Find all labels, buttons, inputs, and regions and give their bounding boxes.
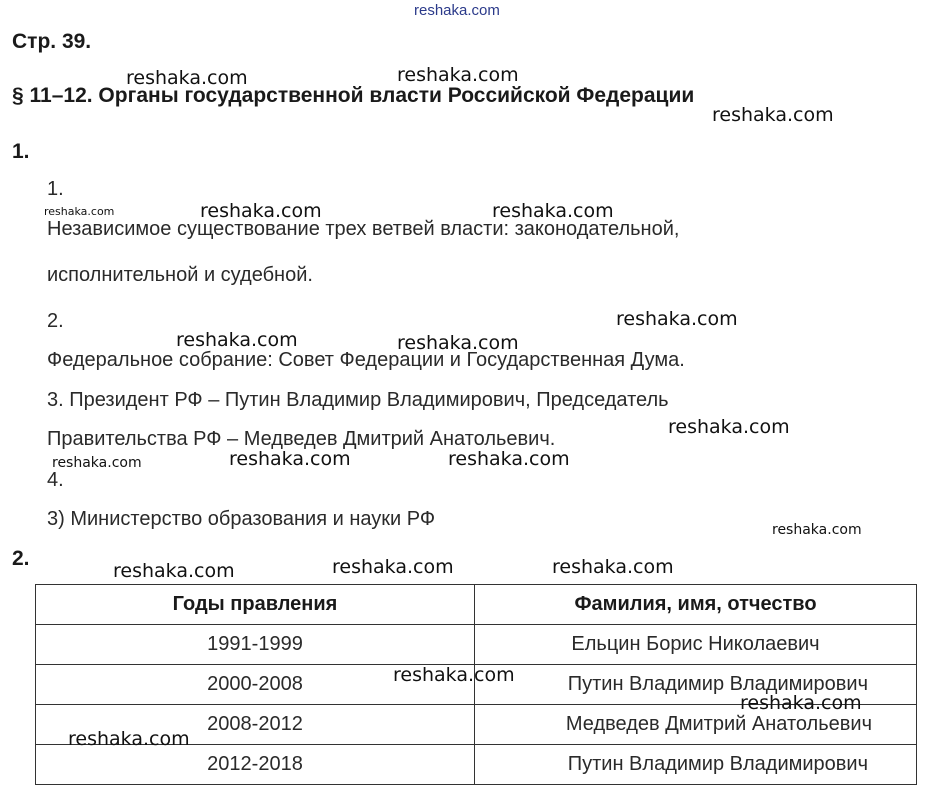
watermark: reshaka.com	[200, 200, 322, 222]
cell-name: Медведев Дмитрий Анатольевич	[475, 705, 917, 745]
watermark: reshaka.com	[712, 104, 834, 126]
cell-years: 2000-2008	[36, 665, 475, 705]
watermark: reshaka.com	[740, 692, 862, 714]
header-years: Годы правления	[36, 585, 475, 625]
watermark: reshaka.com	[616, 308, 738, 330]
task-2-number: 2.	[12, 547, 30, 570]
watermark: reshaka.com	[113, 560, 235, 582]
watermark: reshaka.com	[772, 522, 862, 538]
watermark: reshaka.com	[44, 205, 115, 218]
cell-years: 1991-1999	[36, 625, 475, 665]
cell-name: Путин Владимир Владимирович	[475, 665, 917, 705]
section-title: § 11–12. Органы государственной власти Российской Федерации	[12, 84, 695, 107]
top-watermark: reshaka.com	[414, 2, 500, 19]
watermark: reshaka.com	[52, 455, 142, 471]
table-header-row	[36, 585, 917, 625]
watermark: reshaka.com	[397, 332, 519, 354]
watermark: reshaka.com	[393, 664, 515, 686]
watermark: reshaka.com	[126, 67, 248, 89]
watermark: reshaka.com	[332, 556, 454, 578]
cell-name: Путин Владимир Владимирович	[475, 745, 917, 785]
watermark: reshaka.com	[68, 728, 190, 750]
task1-item1-line2: исполнительной и судебной.	[47, 264, 313, 286]
task1-item2-line1: Федеральное собрание: Совет Федерации и Государственная Дума.	[47, 349, 685, 371]
task1-item2-number: 2.	[47, 310, 64, 332]
task1-item3-line1: 3. Президент РФ – Путин Владимир Владимирович, Председатель	[47, 389, 669, 411]
task1-item1-line1: Независимое существование трех ветвей власти: законодательной,	[47, 218, 680, 240]
watermark: reshaka.com	[229, 448, 351, 470]
table-row	[36, 745, 917, 785]
task1-item3-line2: Правительства РФ – Медведев Дмитрий Анатольевич.	[47, 428, 556, 450]
task1-item1-number: 1.	[47, 178, 64, 200]
watermark: reshaka.com	[668, 416, 790, 438]
watermark: reshaka.com	[492, 200, 614, 222]
watermark: reshaka.com	[397, 64, 519, 86]
cell-name: Ельцин Борис Николаевич	[475, 625, 917, 665]
header-full-name: Фамилия, имя, отчество	[475, 585, 917, 625]
watermark: reshaka.com	[552, 556, 674, 578]
watermark: reshaka.com	[176, 329, 298, 351]
task1-item4-line1: 3) Министерство образования и науки РФ	[47, 508, 436, 530]
watermark: reshaka.com	[448, 448, 570, 470]
table-row	[36, 625, 917, 665]
cell-years: 2012-2018	[36, 745, 475, 785]
task1-item4-number: 4.	[47, 469, 64, 491]
task-1-number: 1.	[12, 140, 30, 163]
cell-years: 2008-2012	[36, 705, 475, 745]
page-reference: Стр. 39.	[12, 30, 92, 53]
